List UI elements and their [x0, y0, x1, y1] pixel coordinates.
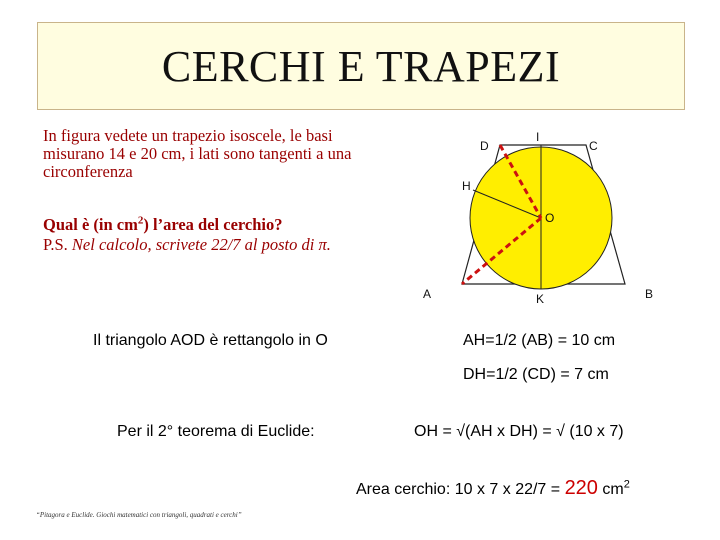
- area-unit: cm: [602, 481, 624, 498]
- label-a: A: [423, 287, 432, 301]
- dh-equation: DH=1/2 (CD) = 7 cm: [463, 366, 609, 383]
- label-o: O: [545, 211, 555, 225]
- intro-text: In figura vedete un trapezio isoscele, le basi misurano 14 e 20 cm, i lati sono tangenti a una circonferenza: [43, 126, 352, 181]
- area-line: [356, 477, 630, 500]
- page-title: CERCHI E TRAPEZI: [161, 41, 561, 91]
- right-angle-note: Il triangolo AOD è rettangolo in O: [93, 332, 328, 349]
- area-prefix: Area cerchio: 10 x 7 x 22/7 =: [356, 481, 565, 498]
- ps-label: P.S.: [43, 234, 68, 254]
- source-credit: “Pitagora e Euclide. Giochi matematici con triangoli, quadrati e cerchi”: [36, 511, 242, 519]
- label-h: H: [462, 179, 471, 193]
- ah-equation: AH=1/2 (AB) = 10 cm: [463, 332, 616, 349]
- question-pre: Qual è (in cm: [43, 214, 138, 234]
- area-unit-sup: 2: [623, 478, 630, 491]
- label-b: B: [645, 287, 654, 301]
- label-d: D: [480, 139, 489, 153]
- area-value: 220: [564, 477, 598, 499]
- label-i: I: [536, 130, 540, 144]
- label-c: C: [589, 139, 598, 153]
- label-k: K: [536, 292, 545, 306]
- oh-equation: OH = √(AH x DH) = √ (10 x 7): [414, 423, 624, 440]
- ps-note: Nel calcolo, scrivete 22/7 al posto di π.: [71, 234, 331, 254]
- euclid-label: Per il 2° teorema di Euclide:: [117, 423, 315, 440]
- question-post: ) l’area del cerchio?: [143, 214, 283, 234]
- question-sup: 2: [137, 214, 144, 226]
